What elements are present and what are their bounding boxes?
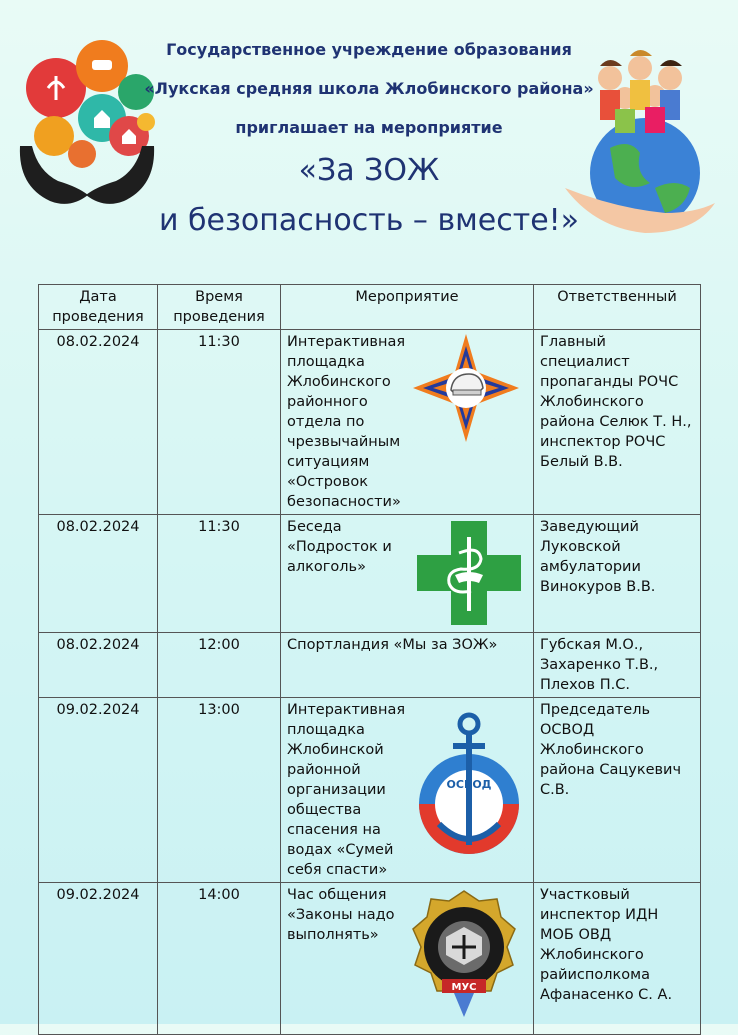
pharmacy-cross-icon [415,519,523,627]
event-cell [281,633,534,698]
invitation-text: приглашает на мероприятие [235,118,503,137]
event-description: Интерактивная площадка Жлобинской районной организации общества спасения на водах «Сумей себя спасти» [287,702,406,878]
event-responsible: Участковый инспектор ИДН МОБ ОВД Жлобинского райисполкома Афанасенко С. А. [534,883,701,1035]
event-description: Беседа «Подросток и алкоголь» [287,519,392,575]
event-date: 09.02.2024 [39,883,158,1035]
column-header-date: Дата проведения [39,285,158,330]
event-cell [281,883,534,1035]
table-row [39,515,701,633]
institution-type: Государственное учреждение образования [166,40,572,59]
emergency-emblem-icon [409,332,523,444]
event-title-line1: «За ЗОЖ [298,153,440,188]
event-title-line2: и безопасность – вместе!» [158,203,580,238]
events-table [38,284,701,1035]
column-header-time: Время проведения [158,285,281,330]
event-cell [281,515,534,633]
school-name: «Лукская средняя школа Жлобинского района» [144,79,594,98]
event-date: 08.02.2024 [39,633,158,698]
event-time: 11:30 [158,515,281,633]
event-time: 12:00 [158,633,281,698]
event-responsible: Главный специалист пропаганды РОЧС Жлобинского района Селюк Т. Н., инспектор РОЧС Белый В.В. [534,330,701,515]
osvod-anchor-icon [415,712,523,862]
event-responsible: Председатель ОСВОД Жлобинского района Сацукевич С.В. [534,698,701,883]
table-row [39,883,701,1035]
event-date: 08.02.2024 [39,330,158,515]
event-date: 08.02.2024 [39,515,158,633]
event-cell [281,698,534,883]
event-time: 13:00 [158,698,281,883]
event-date: 09.02.2024 [39,698,158,883]
event-time: 11:30 [158,330,281,515]
osvod-label: ОСВОД [446,778,492,791]
event-time: 14:00 [158,883,281,1035]
column-header-event: Мероприятие [281,285,534,330]
table-row [39,633,701,698]
event-description: Спортландия «Мы за ЗОЖ» [287,637,498,653]
table-row [39,330,701,515]
event-description: Час общения «Законы надо выполнять» [287,887,395,943]
event-responsible: Губская М.О., Захаренко Т.В., Плехов П.С. [534,633,701,698]
event-description: Интерактивная площадка Жлобинского районного отдела по чрезвычайным ситуациям «Островок безопасности» [287,334,406,510]
table-header-row [39,285,701,330]
police-badge-icon [409,889,519,1019]
column-header-responsible: Ответственный [534,285,701,330]
badge-label: МУС [451,982,477,993]
event-responsible: Заведующий Луковской амбулатории Винокуров В.В. [534,515,701,633]
event-cell [281,330,534,515]
header [0,0,738,280]
table-row [39,698,701,883]
